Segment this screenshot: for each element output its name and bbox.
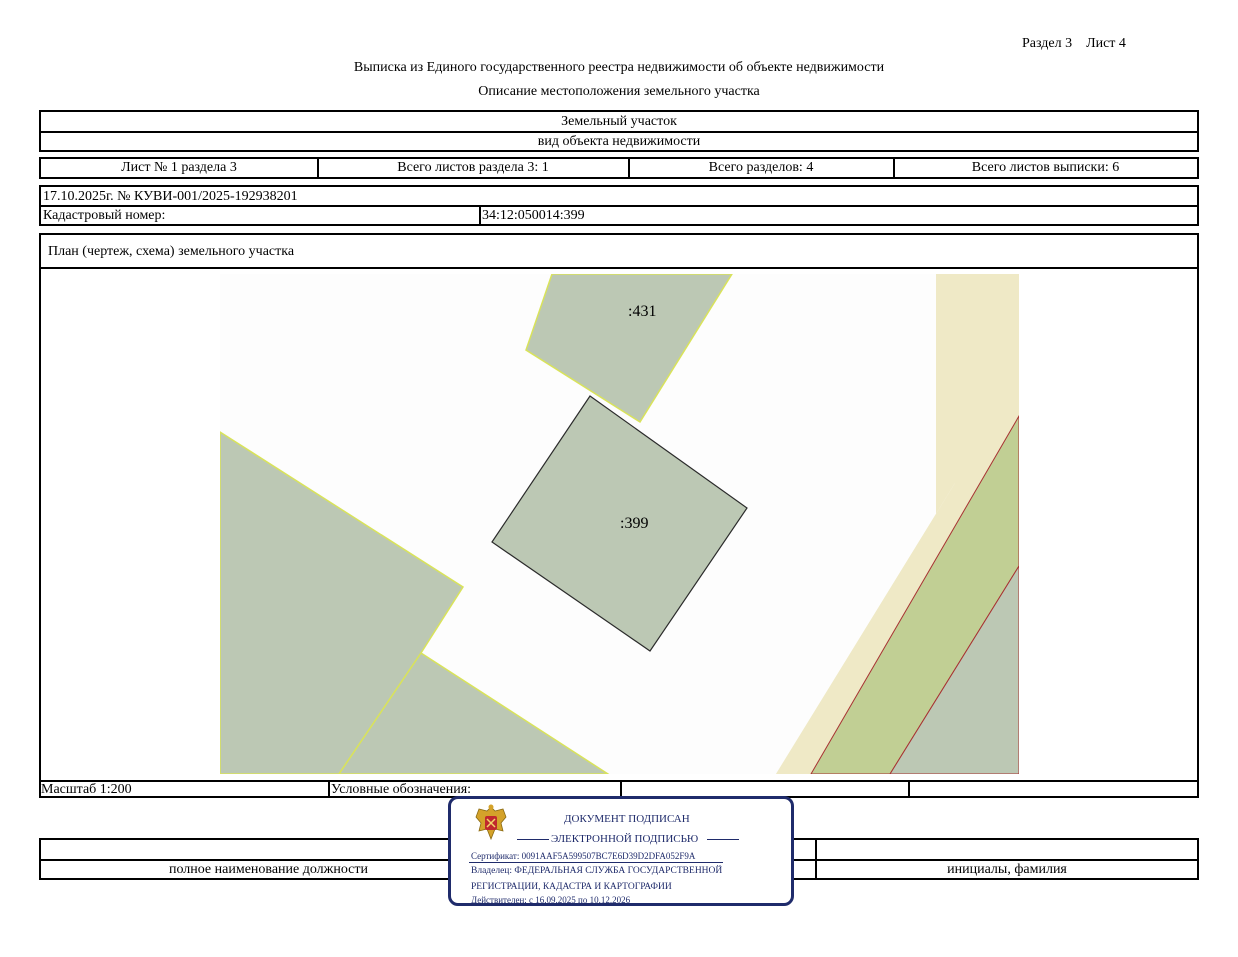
electronic-signature-stamp [448,796,794,906]
cadastral-number-label: Кадастровый номер: [43,207,166,223]
legend-label: Условные обозначения: [331,781,472,797]
plan-heading: План (чертеж, схема) земельного участка [48,243,295,259]
record-table [39,185,1199,226]
document-title: Выписка из Единого государственного реестра недвижимости об объекте недвижимости [353,60,885,75]
document-subtitle: Описание местоположения земельного участка [478,84,760,99]
stamp-owner-1: Владелец: ФЕДЕРАЛЬНАЯ СЛУЖБА ГОСУДАРСТВЕННОЙ [471,866,723,876]
scale-label: Масштаб 1:200 [41,781,132,797]
extract-date-number: 17.10.2025г. № КУВИ-001/2025-192938201 [43,188,298,204]
position-caption: полное наименование должности [168,861,369,877]
stamp-line2: ЭЛЕКТРОННОЙ ПОДПИСЬЮ [551,833,699,845]
object-type-value: Земельный участок [561,113,677,129]
stamp-line1: ДОКУМЕНТ ПОДПИСАН [564,813,690,825]
stamp-valid: Действителен: с 16.09.2025 по 10.12.2026 [471,895,631,905]
parcel-label-431: :431 [628,303,657,320]
sheet-info-table [39,157,1199,179]
stamp-owner-2: РЕГИСТРАЦИИ, КАДАСТРА И КАРТОГРАФИИ [471,882,672,892]
cadastral-number-value: 34:12:050014:399 [482,207,585,223]
stamp-certificate: Сертификат: 0091AAF5A599507BC7E6D39D2DFA052F9A [471,851,696,861]
section-sheet-label: Раздел 3 Лист 4 [1022,36,1126,51]
object-type-table [39,110,1199,152]
object-type-caption: вид объекта недвижимости [537,133,701,149]
total-sections: Всего разделов: 4 [708,160,814,175]
coat-of-arms-emblem [473,803,509,843]
total-sheets-section: Всего листов раздела 3: 1 [397,160,549,175]
parcel-label-399: :399 [620,515,649,532]
plan-block [39,233,1199,798]
name-caption: инициалы, фамилия [947,861,1067,877]
sheet-number: Лист № 1 раздела 3 [121,160,237,175]
total-sheets-extract: Всего листов выписки: 6 [971,160,1120,175]
